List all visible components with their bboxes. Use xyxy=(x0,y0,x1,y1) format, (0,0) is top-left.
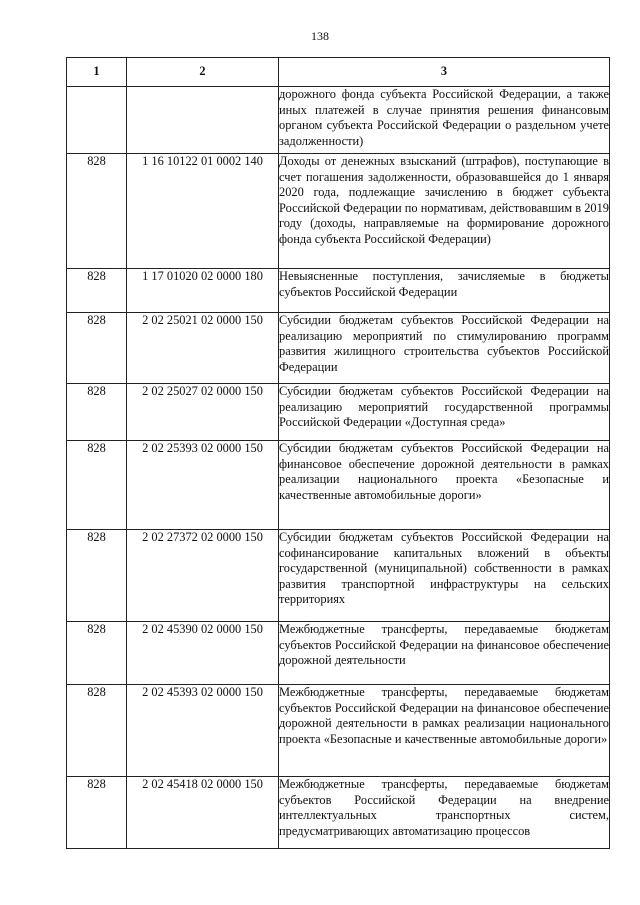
description-cell xyxy=(279,441,610,530)
revenue-code-cell: 1 17 01020 02 0000 180 xyxy=(127,269,279,313)
description-cell xyxy=(279,622,610,685)
admin-code-cell: 828 xyxy=(67,384,127,441)
admin-code-cell: 828 xyxy=(67,154,127,269)
table-row xyxy=(67,269,610,313)
description-cell xyxy=(279,269,610,313)
admin-code-cell: 828 xyxy=(67,269,127,313)
admin-code-cell: 828 xyxy=(67,441,127,530)
description-text: Субсидии бюджетам субъектов Российской Федерации на финансовое обеспечение дорожной деятельности в рамках реализации национального проекта «Безопасные и качественные автомобильные дороги» xyxy=(279,441,609,502)
description-cell xyxy=(279,87,610,154)
revenue-code-cell: 2 02 25027 02 0000 150 xyxy=(127,384,279,441)
description-text: Субсидии бюджетам субъектов Российской Федерации на реализацию мероприятий государственной программы Российской Федерации «Доступная среда» xyxy=(279,384,609,430)
header-column-2: 2 xyxy=(127,58,279,87)
revenue-code-cell: 2 02 27372 02 0000 150 xyxy=(127,530,279,622)
admin-code-cell xyxy=(67,87,127,154)
description-text: Субсидии бюджетам субъектов Российской Федерации на реализацию мероприятий по стимулированию программ развития жилищного строительства субъектов Российской Федерации xyxy=(279,313,609,374)
description-text: Межбюджетные трансферты, передаваемые бюджетам субъектов Российской Федерации на финансовое обеспечение дорожной деятельности xyxy=(279,622,609,668)
table-row xyxy=(67,777,610,849)
revenue-code-cell: 2 02 25393 02 0000 150 xyxy=(127,441,279,530)
revenue-code-cell: 1 16 10122 01 0002 140 xyxy=(127,154,279,269)
table-row xyxy=(67,685,610,777)
admin-code-cell: 828 xyxy=(67,685,127,777)
description-cell xyxy=(279,777,610,849)
description-cell xyxy=(279,154,610,269)
revenue-code-cell xyxy=(127,87,279,154)
table-header-row xyxy=(67,58,610,87)
description-text: Межбюджетные трансферты, передаваемые бюджетам субъектов Российской Федерации на внедрение интеллектуальных транспортных систем, предусматривающих автоматизацию процессов xyxy=(279,777,609,838)
page-number: 138 xyxy=(311,29,329,43)
revenue-code-cell: 2 02 25021 02 0000 150 xyxy=(127,313,279,384)
admin-code-cell: 828 xyxy=(67,622,127,685)
table-row xyxy=(67,622,610,685)
revenue-code-cell: 2 02 45418 02 0000 150 xyxy=(127,777,279,849)
admin-code-cell: 828 xyxy=(67,777,127,849)
header-column-1: 1 xyxy=(67,58,127,87)
description-text: Субсидии бюджетам субъектов Российской Федерации на софинансирование капитальных вложений в объекты государственной (муниципальной) собственности в рамках развития транспортной инфраструктуры на сельских территориях xyxy=(279,530,609,607)
table-row xyxy=(67,87,610,154)
description-text: дорожного фонда субъекта Российской Федерации, а также иных платежей в случае принятия решения финансовым органом субъекта Российской Федерации о раздельном учете задолженности) xyxy=(279,87,609,148)
budget-revenue-table xyxy=(66,57,610,849)
table-row xyxy=(67,313,610,384)
description-text: Доходы от денежных взысканий (штрафов), поступающие в счет погашения задолженности, образовавшейся до 1 января 2020 года, подлежащие зачислению в бюджет субъекта Российской Федерации по нормативам, действовавшим в 2019 году (доходы, направляемые на формирование дорожного фонда субъекта Российской Федерации) xyxy=(279,154,609,246)
admin-code-cell: 828 xyxy=(67,313,127,384)
header-column-3: 3 xyxy=(279,58,610,87)
table-row xyxy=(67,530,610,622)
description-text: Межбюджетные трансферты, передаваемые бюджетам субъектов Российской Федерации на финансовое обеспечение дорожной деятельности в рамках реализации национального проекта «Безопасные и качественные автомобильные дороги» xyxy=(279,685,609,746)
revenue-code-cell: 2 02 45390 02 0000 150 xyxy=(127,622,279,685)
description-cell xyxy=(279,685,610,777)
admin-code-cell: 828 xyxy=(67,530,127,622)
description-cell xyxy=(279,313,610,384)
description-text: Невыясненные поступления, зачисляемые в бюджеты субъектов Российской Федерации xyxy=(279,269,609,299)
table-row xyxy=(67,384,610,441)
table-row xyxy=(67,441,610,530)
table-row xyxy=(67,154,610,269)
description-cell xyxy=(279,530,610,622)
description-cell xyxy=(279,384,610,441)
revenue-code-cell: 2 02 45393 02 0000 150 xyxy=(127,685,279,777)
